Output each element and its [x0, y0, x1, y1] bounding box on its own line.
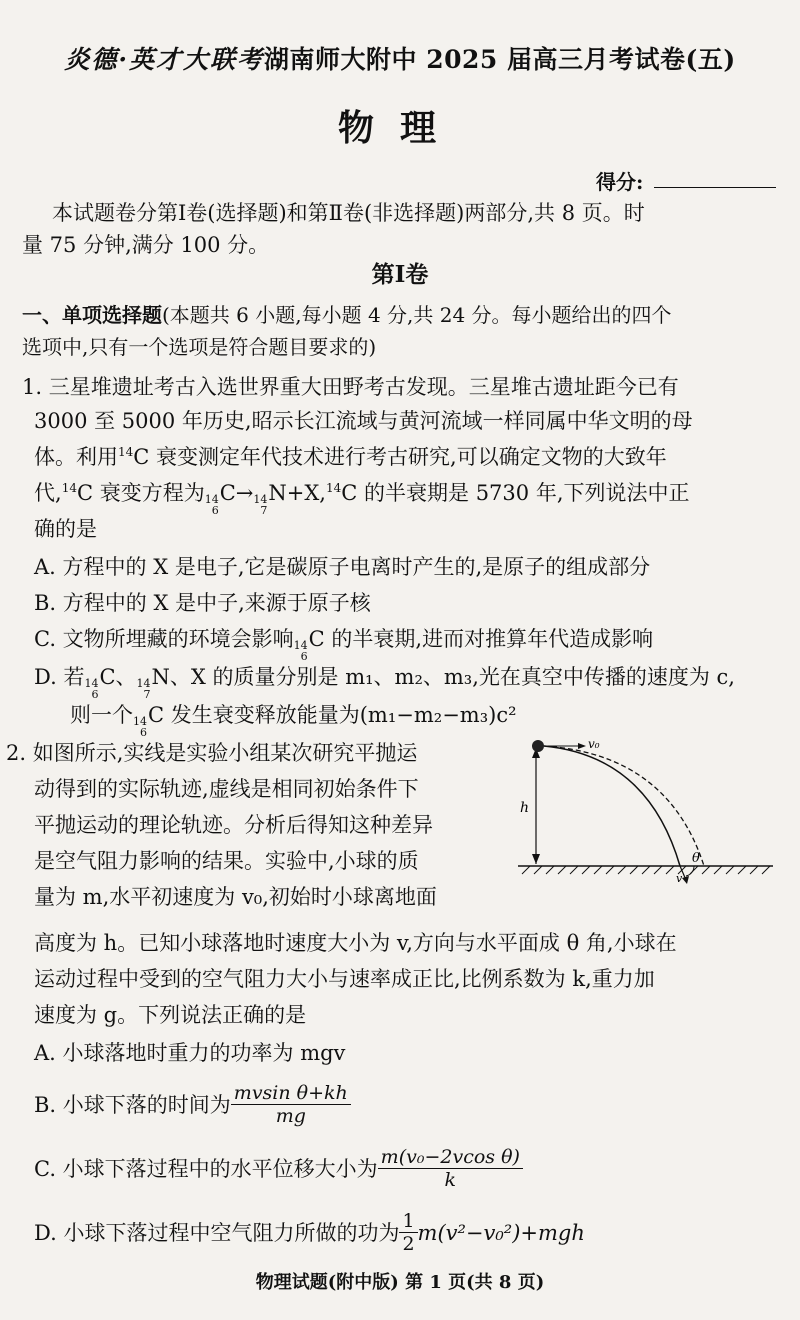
score-blank	[654, 187, 776, 188]
q1-l4e: C 的半衰期是 5730 年,下列说法中正	[341, 481, 690, 505]
q2-c-den: k	[444, 1169, 457, 1191]
q2-d-num: 1	[399, 1210, 417, 1233]
ground-hatch	[522, 866, 770, 874]
theoretical-trajectory	[544, 746, 704, 866]
iso-mass: 14	[61, 481, 77, 495]
q1-c-b: C 的半衰期,进而对推算年代造成影响	[308, 627, 654, 651]
q2-line-5: 量为 m,水平初速度为 v₀,初始时小球离地面	[34, 885, 437, 909]
q2-b-pre: B. 小球下落的时间为	[34, 1092, 231, 1117]
q2-b-fraction	[231, 1082, 351, 1127]
q1-d2-a: 则一个	[70, 703, 133, 727]
q2-option-c	[34, 1146, 523, 1191]
intro-line-1: 本试题卷分第Ⅰ卷(选择题)和第Ⅱ卷(非选择题)两部分,共 8 页。时	[52, 201, 645, 225]
q2-d-post: m(v²−v₀²)+mgh	[417, 1220, 585, 1245]
trajectory-figure	[508, 734, 778, 884]
q1-option-d-2	[70, 700, 517, 738]
q2-b-den: mg	[275, 1105, 306, 1127]
score-label: 得分:	[596, 170, 644, 194]
q2-d-den: 2	[402, 1233, 415, 1255]
q1-line-4	[34, 478, 690, 516]
q1-line-2: 3000 至 5000 年历史,昭示长江流域与黄河流域一样同属中华文明的母	[34, 409, 693, 433]
q1-l3a: 体。利用	[34, 445, 118, 469]
iso-mass: 14	[118, 445, 134, 459]
q2-line-1: 2. 如图所示,实线是实验小组某次研究平抛运	[6, 741, 418, 765]
q2-c-fraction	[378, 1146, 523, 1191]
q1-option-a: A. 方程中的 X 是电子,它是碳原子电离时产生的,是原子的组成部分	[34, 555, 651, 579]
c-isotope: 14 6	[293, 639, 308, 663]
q2-option-b	[34, 1082, 351, 1127]
brand-name: 炎德·英才大联考	[64, 45, 265, 74]
q2-line-2: 动得到的实际轨迹,虚线是相同初始条件下	[34, 777, 419, 801]
n-isotope: 14 7	[136, 677, 151, 701]
q2-line-4: 是空气阻力影响的结果。实验中,小球的质	[34, 849, 419, 873]
part1-desc-a: (本题共 6 小题,每小题 4 分,共 24 分。每小题给出的四个	[162, 303, 672, 327]
theta-label: θ	[692, 851, 700, 866]
q1-d-c: N、X 的质量分别是 m₁、m₂、m₃,光在真空中传播的速度为 c,	[151, 665, 735, 689]
q2-b-num: mvsin θ+kh	[231, 1082, 351, 1105]
q1-l4d: N+X,	[268, 481, 326, 505]
landing-velocity-head	[682, 876, 689, 884]
q1-option-d	[34, 662, 735, 700]
q1-line-5: 确的是	[34, 517, 97, 541]
part1-desc-b: 选项中,只有一个选项是符合题目要求的)	[22, 335, 377, 359]
c-isotope: 14 6	[84, 677, 99, 701]
q1-d2-b: C 发生衰变释放能量为(m₁−m₂−m₃)c²	[148, 703, 517, 727]
v0-label: v₀	[588, 737, 600, 751]
q2-c-pre: C. 小球下落过程中的水平位移大小为	[34, 1156, 378, 1181]
q2-option-d	[34, 1210, 585, 1255]
q1-d-a: D. 若	[34, 665, 85, 689]
q2-d-fraction	[399, 1210, 417, 1255]
c-isotope: 14 6	[133, 715, 147, 739]
n-isotope: 14 7	[253, 493, 268, 517]
part1-heading	[22, 300, 672, 330]
iso-mass: 14	[326, 481, 342, 495]
subject-title: 物理	[337, 107, 462, 149]
page-footer: 物理试题(附中版) 第 1 页(共 8 页)	[255, 1272, 545, 1293]
ball	[532, 740, 544, 752]
exam-header	[0, 40, 800, 76]
q1-d-b: C、	[99, 665, 137, 689]
section-title: 第Ⅰ卷	[371, 261, 429, 288]
q2-c-num: m(v₀−2vcos θ)	[378, 1146, 523, 1169]
q2-option-a: A. 小球落地时重力的功率为 mgv	[34, 1041, 346, 1065]
v-label: v	[676, 872, 683, 884]
q1-option-b: B. 方程中的 X 是中子,来源于原子核	[34, 591, 371, 615]
height-arrow-bottom	[532, 854, 540, 864]
q2-line-6: 高度为 h。已知小球落地时速度大小为 v,方向与水平面成 θ 角,小球在	[34, 931, 677, 955]
exam-title: 湖南师大附中 2025 届高三月考试卷(五)	[264, 45, 736, 74]
q2-line-8: 速度为 g。下列说法正确的是	[34, 1003, 307, 1027]
q2-d-pre: D. 小球下落过程中空气阻力所做的功为	[34, 1220, 400, 1245]
q2-line-7: 运动过程中受到的空气阻力大小与速率成正比,比例系数为 k,重力加	[34, 967, 655, 991]
h-label: h	[520, 800, 530, 816]
q1-line-1: 1. 三星堆遗址考古入选世界重大田野考古发现。三星堆古遗址距今已有	[22, 375, 679, 399]
c-isotope: 14 6	[204, 493, 219, 517]
theta-arc	[686, 866, 694, 876]
intro-line-2: 量 75 分钟,满分 100 分。	[22, 233, 270, 257]
q1-l4b: C 衰变方程为	[76, 481, 205, 505]
q1-c-a: C. 文物所埋藏的环境会影响	[34, 627, 294, 651]
actual-trajectory	[544, 746, 680, 866]
part1-title: 一、单项选择题	[22, 303, 162, 327]
q2-line-3: 平抛运动的理论轨迹。分析后得知这种差异	[34, 813, 433, 837]
q1-line-3	[34, 442, 667, 472]
q1-l4a: 代,	[34, 481, 62, 505]
q1-l4c: C→	[219, 481, 254, 505]
v0-arrow-head	[578, 743, 586, 749]
q1-option-c	[34, 624, 653, 662]
q1-l3b: C 衰变测定年代技术进行考古研究,可以确定文物的大致年	[133, 445, 667, 469]
